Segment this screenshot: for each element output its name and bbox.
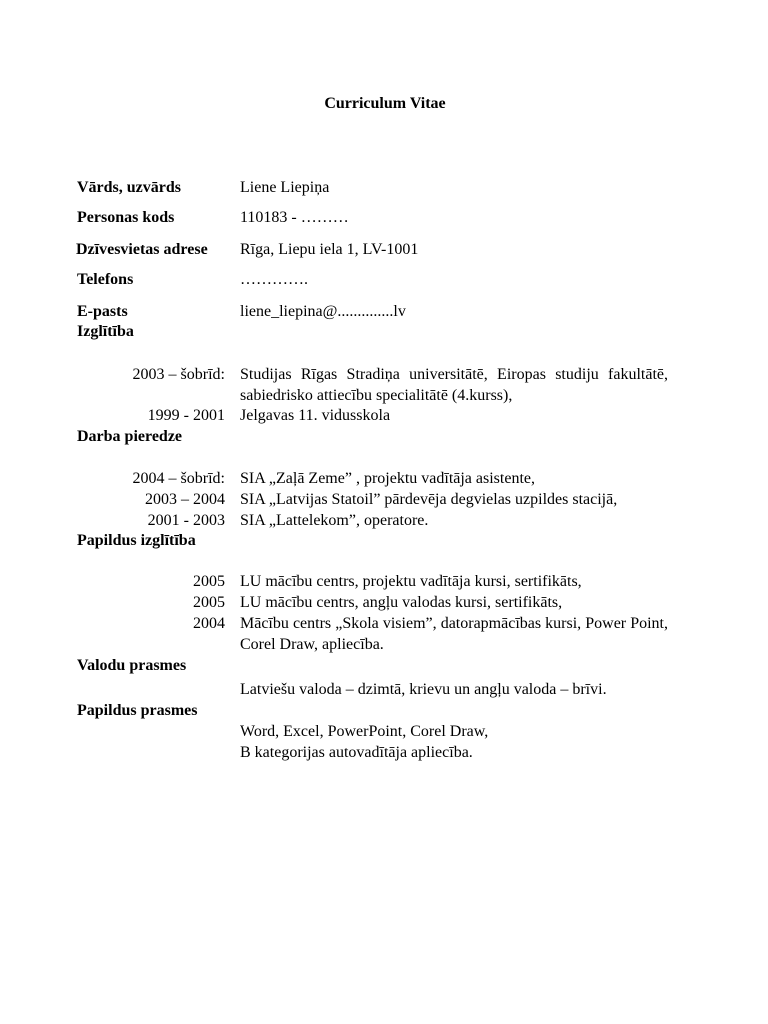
work-entry: SIA „Zaļā Zeme” , projektu vadītāja asistente, xyxy=(240,470,535,487)
education-entry: Jelgavas 11. vidusskola xyxy=(240,407,391,424)
phone-label: Telefons xyxy=(77,271,134,288)
email-label: E-pasts xyxy=(77,303,128,320)
extra-education-entry: LU mācību centrs, angļu valodas kursi, sertifikāts, xyxy=(240,594,563,611)
personal-code-label: Personas kods xyxy=(77,209,175,226)
education-heading: Izglītība xyxy=(77,323,134,340)
work-date: 2004 – šobrīd: xyxy=(132,470,225,487)
work-entry: SIA „Latvijas Statoil” pārdevēja degvielas uzpildes stacijā, xyxy=(240,491,618,508)
languages-heading: Valodu prasmes xyxy=(77,657,187,674)
education-date: 1999 - 2001 xyxy=(147,407,225,424)
document-title: Curriculum Vitae xyxy=(324,95,446,112)
education-entry: Studijas Rīgas Stradiņa universitātē, Eiropas studiju fakultātē, sabiedrisko attiecību specialitātē (4.kurss), xyxy=(240,366,668,404)
extra-education-entry: LU mācību centrs, projektu vadītāja kursi, sertifikāts, xyxy=(240,573,582,590)
skills-line: Word, Excel, PowerPoint, Corel Draw, xyxy=(240,723,489,740)
extra-education-date: 2004 xyxy=(193,615,225,632)
work-date: 2001 - 2003 xyxy=(147,512,225,529)
education-date: 2003 – šobrīd: xyxy=(132,366,225,383)
skills-line: B kategorijas autovadītāja apliecība. xyxy=(240,743,473,761)
email-value: liene_liepina@..............lv xyxy=(240,303,406,320)
extra-education-heading: Papildus izglītība xyxy=(77,532,196,549)
work-entry: SIA „Lattelekom”, operatore. xyxy=(240,512,429,529)
personal-code-value: 110183 - ……… xyxy=(240,209,349,226)
address-label: Dzīvesvietas adrese xyxy=(76,241,208,258)
skills-text xyxy=(240,722,668,763)
languages-text: Latviešu valoda – dzimtā, krievu un angļu valoda – brīvi. xyxy=(240,681,607,698)
phone-value: …………. xyxy=(240,271,308,288)
extra-education-entry: Mācību centrs „Skola visiem”, datorapmācības kursi, Power Point, Corel Draw, apliecība. xyxy=(240,615,668,653)
extra-education-date: 2005 xyxy=(193,594,225,611)
extra-education-date: 2005 xyxy=(193,573,225,590)
name-value: Liene Liepiņa xyxy=(240,179,330,196)
work-date: 2003 – 2004 xyxy=(145,491,225,508)
skills-heading: Papildus prasmes xyxy=(77,702,198,719)
address-value: Rīga, Liepu iela 1, LV-1001 xyxy=(240,241,419,258)
work-heading: Darba pieredze xyxy=(77,428,183,445)
name-label: Vārds, uzvārds xyxy=(77,179,182,196)
